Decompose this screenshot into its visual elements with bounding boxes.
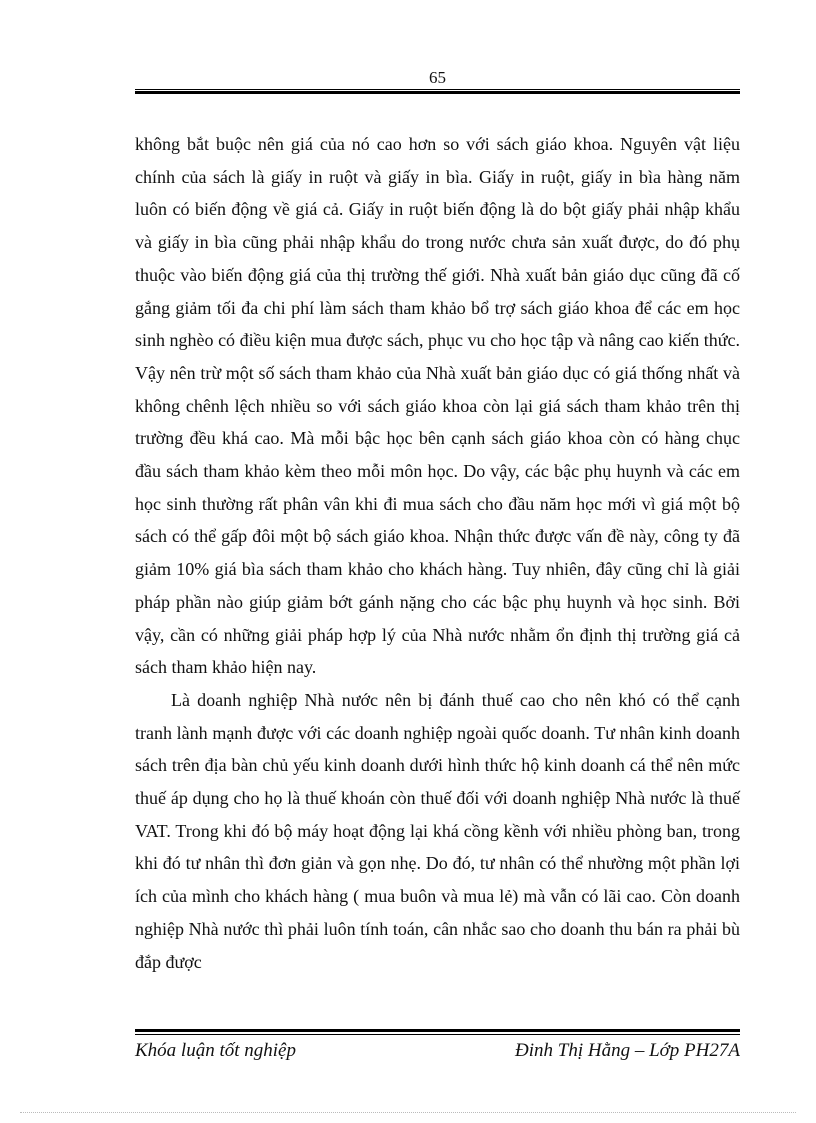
page-number: 65 [429, 68, 446, 87]
header-rule-thick [135, 91, 740, 94]
footer-rule-thick [135, 1029, 740, 1032]
footer-thesis-label: Khóa luận tốt nghiệp [135, 1040, 296, 1061]
footer-rule-thin [135, 1034, 740, 1035]
page-edge-divider [20, 1112, 796, 1113]
paragraph-2: Là doanh nghiệp Nhà nước nên bị đánh thuế cao cho nên khó có thể cạnh tranh lành mạnh được với các doanh nghiệp ngoài quốc doanh. Tư nhân kinh doanh sách trên địa bàn chủ yếu kinh doanh dưới hình thức hộ kinh doanh cá thể nên mức thuế áp dụng cho họ là thuế khoán còn thuế đối với doanh nghiệp Nhà nước là thuế VAT. Trong khi đó bộ máy hoạt động lại khá cồng kềnh với nhiều phòng ban, trong khi đó tư nhân thì đơn giản và gọn nhẹ. Do đó, tư nhân có thể nhường một phần lợi ích của mình cho khách hàng ( mua buôn và mua lẻ) mà vẫn có lãi cao. Còn doanh nghiệp Nhà nước thì phải luôn tính toán, cân nhắc sao cho doanh thu bán ra phải bù đắp được [135, 689, 740, 972]
body-text [135, 128, 740, 978]
paragraph-1: không bắt buộc nên giá của nó cao hơn so với sách giáo khoa. Nguyên vật liệu chính của sách là giấy in ruột và giấy in bìa. Giấy in ruột, giấy in bìa hàng năm luôn có biến động về giá cả. Giấy in ruột biến động là do bột giấy phải nhập khẩu và giấy in bìa cũng phải nhập khẩu do trong nước chưa sản xuất được, do đó phụ thuộc vào biến động giá của thị trường thế giới. Nhà xuất bản giáo dục cũng đã cố gắng giảm tối đa chi phí làm sách tham khảo bổ trợ sách giáo khoa để các em học sinh nghèo có điều kiện mua được sách, phục vu cho học tập và nâng cao kiến thức. Vậy nên trừ một số sách tham khảo của Nhà xuất bản giáo dục có giá thống nhất và không chênh lệch nhiều so với sách giáo khoa còn lại giá sách tham khảo trên thị trường đều khá cao. Mà mỗi bậc học bên cạnh sách giáo khoa còn có hàng chục đầu sách tham khảo kèm theo mỗi môn học. Do vậy, các bậc phụ huynh và các em học sinh thường rất phân vân khi đi mua sách cho đầu năm học mới vì giá một bộ sách có thể gấp đôi một bộ sách giáo khoa. Nhận thức được vấn đề này, công ty đã giảm 10% giá bìa sách tham khảo cho khách hàng. Tuy nhiên, đây cũng chỉ là giải pháp phần nào giúp giảm bớt gánh nặng cho các bậc phụ huynh và học sinh. Bởi vậy, cần có những giải pháp hợp lý của Nhà nước nhằm ổn định thị trường giá cả sách tham khảo hiện nay. [135, 134, 740, 678]
footer-author-class: Đinh Thị Hằng – Lớp PH27A [515, 1040, 740, 1061]
header-rule-thin [135, 89, 740, 90]
